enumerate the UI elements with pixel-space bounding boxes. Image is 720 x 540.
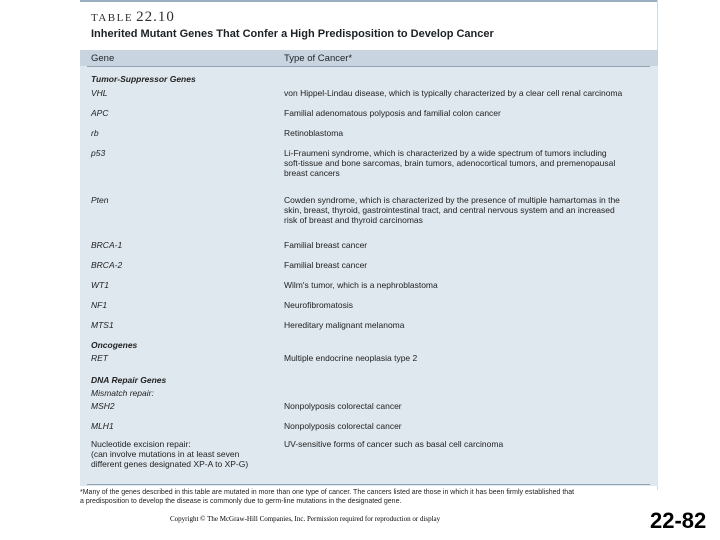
table-label — [91, 8, 175, 26]
cancer-cell: von Hippel-Lindau disease, which is typically characterized by a clear cell renal carcinoma — [284, 88, 623, 98]
gene-cell: WT1 — [91, 280, 109, 290]
section-dna-repair-genes: DNA Repair Genes — [91, 375, 167, 385]
gene-cell: RET — [91, 353, 108, 363]
gene-cell: Pten — [91, 195, 109, 205]
cancer-cell: Retinoblastoma — [284, 128, 344, 138]
gene-cell: p53 — [91, 148, 106, 158]
subsection-nucleotide-excision-repair: Nucleotide excision repair: (can involve mutations in at least seven different genes designated XP-A to XP-G) — [91, 439, 249, 469]
subsection-mismatch-repair: Mismatch repair: — [91, 388, 154, 398]
cancer-cell: Familial breast cancer — [284, 260, 368, 270]
gene-cell: APC — [91, 108, 109, 118]
table-label-word: TABLE — [91, 12, 134, 24]
table-bottom-divider — [87, 484, 650, 485]
cancer-cell: Familial breast cancer — [284, 240, 368, 250]
gene-cell: rb — [91, 128, 99, 138]
header-type-of-cancer: Type of Cancer* — [284, 53, 353, 64]
cancer-cell: Li-Fraumeni syndrome, which is characterized by a wide spectrum of tumors including soft-tissue and bone sarcomas, brain tumors, adenocortical tumors, and premenopausal breast cancers — [284, 148, 616, 178]
gene-cell: VHL — [91, 88, 108, 98]
copyright-notice: Copyright © The McGraw-Hill Companies, Inc. Permission required for reproduction or display — [170, 515, 441, 523]
gene-cell: BRCA-1 — [91, 240, 123, 250]
gene-cell: MSH2 — [91, 401, 115, 411]
cancer-cell: Familial adenomatous polyposis and familial colon cancer — [284, 108, 501, 118]
section-tumor-suppressor-genes: Tumor-Suppressor Genes — [91, 74, 196, 84]
cancer-cell: Wilm's tumor, which is a nephroblastoma — [284, 280, 438, 290]
cancer-cell: Multiple endocrine neoplasia type 2 — [284, 353, 418, 363]
gene-cell: MLH1 — [91, 421, 114, 431]
cancer-cell: Neurofibromatosis — [284, 300, 353, 310]
gene-cell: MTS1 — [91, 320, 114, 330]
cancer-cell: Nonpolyposis colorectal cancer — [284, 401, 402, 411]
cancer-cell: Cowden syndrome, which is characterized by the presence of multiple hamartomas in the skin, breast, thyroid, gastrointestinal tract, and central nervous system and an increased risk of breast and thyroid carcinomas — [284, 195, 620, 225]
table-label-number: 22.10 — [136, 9, 175, 25]
gene-cell: NF1 — [91, 300, 108, 310]
header-gene: Gene — [91, 53, 115, 64]
top-border-rule — [80, 0, 658, 2]
gene-cell: BRCA-2 — [91, 260, 123, 270]
table-footnote: *Many of the genes described in this table are mutated in more than one type of cancer. The cancers listed are those in which it has been firmly established that a predisposition to develop the disease is commonly due to germ-line mutations in the designated gene. — [80, 489, 575, 505]
cancer-cell: UV-sensitive forms of cancer such as basal cell carcinoma — [284, 439, 504, 449]
slide-number: 22-82 — [650, 508, 707, 533]
table-title: Inherited Mutant Genes That Confer a High Predisposition to Develop Cancer — [91, 28, 494, 40]
section-oncogenes: Oncogenes — [91, 340, 138, 350]
header-divider — [87, 66, 650, 67]
cancer-cell: Hereditary malignant melanoma — [284, 320, 405, 330]
cancer-cell: Nonpolyposis colorectal cancer — [284, 421, 402, 431]
table-header-row — [80, 50, 658, 66]
